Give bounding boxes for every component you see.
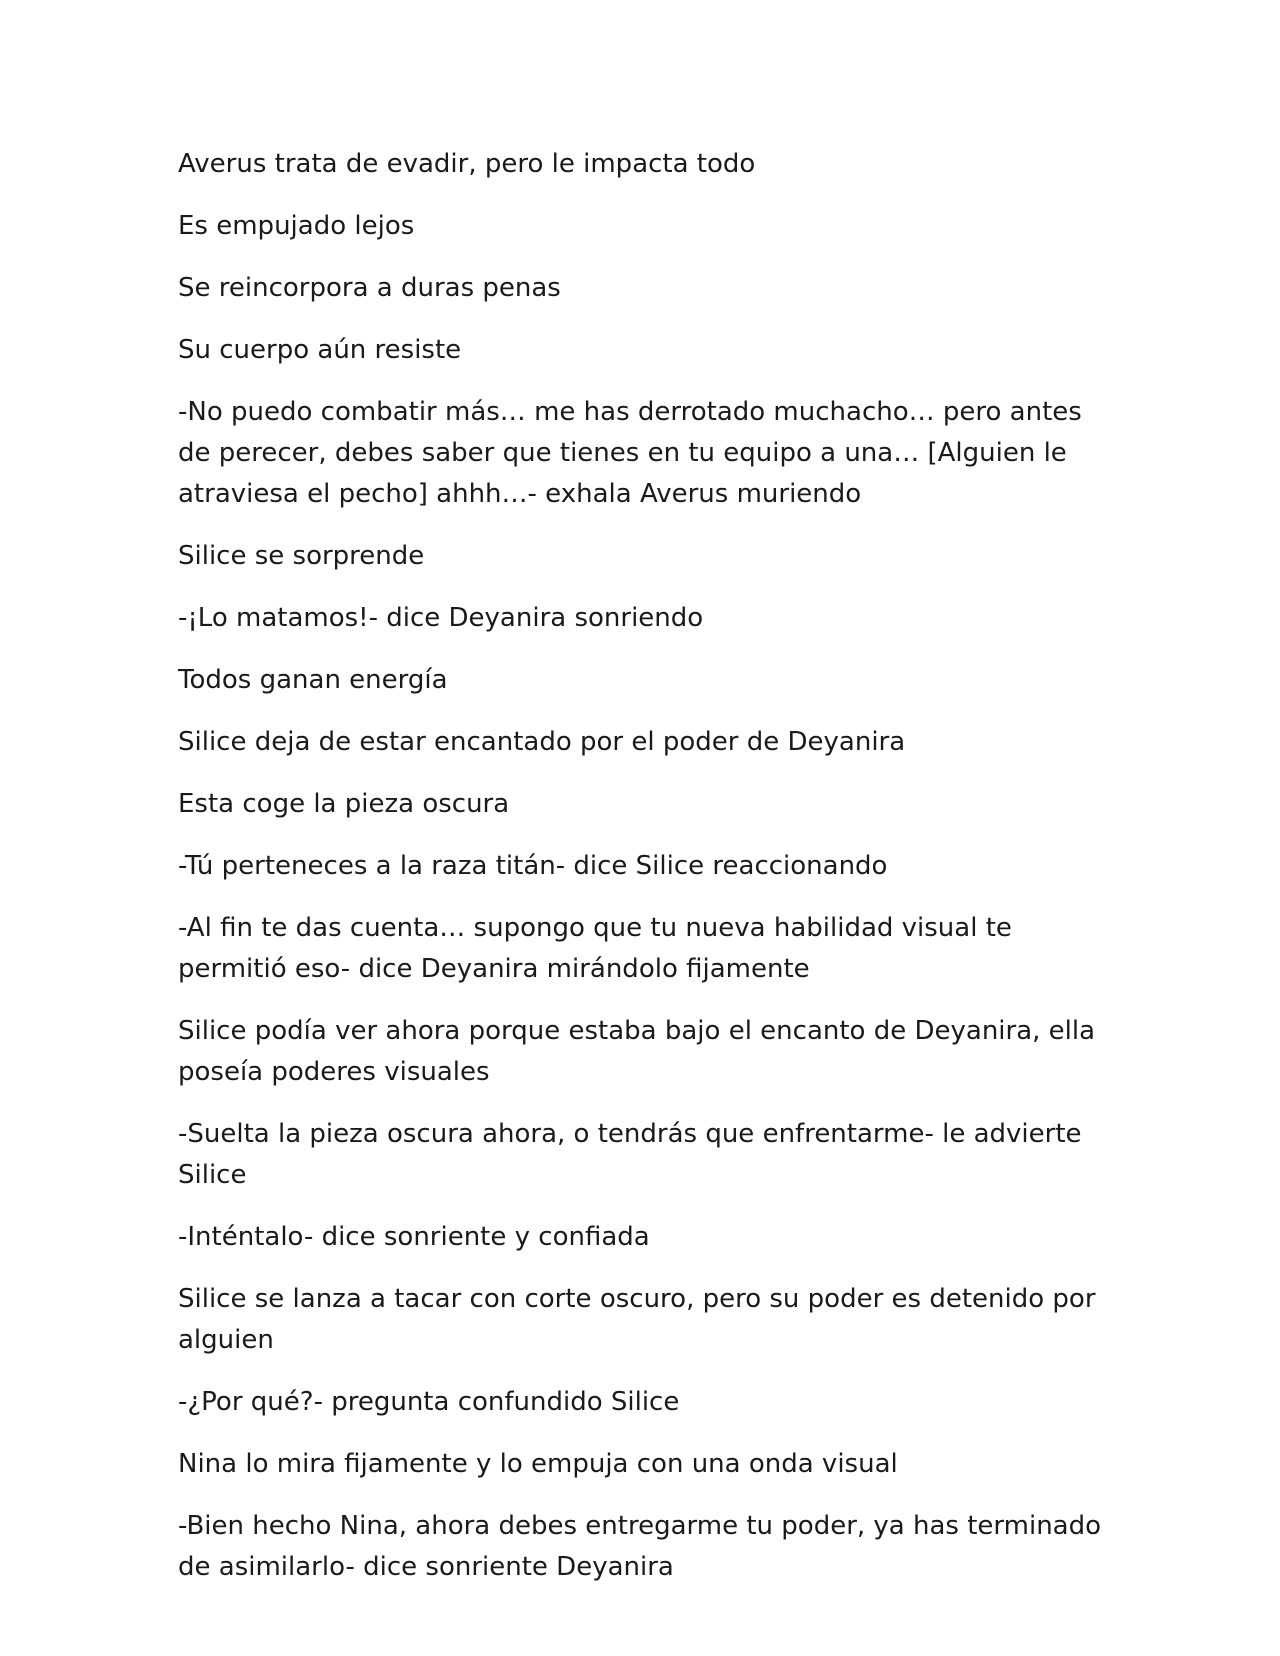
paragraph: -¿Por qué?- pregunta confundido Silice — [178, 1387, 680, 1417]
paragraph: Silice se sorprende — [178, 541, 425, 571]
paragraph: Silice se lanza a tacar con corte oscuro, pero su poder es detenido por alguien — [178, 1284, 1096, 1355]
paragraph: Se reincorpora a duras penas — [178, 273, 561, 303]
paragraph: Esta coge la pieza oscura — [178, 789, 510, 819]
paragraph: -No puedo combatir más… me has derrotado muchacho… pero antes de perecer, debes saber que tienes en tu equipo a una… [Alguien le atraviesa el pecho] ahhh…- exhala Averus muriendo — [178, 397, 1082, 509]
paragraph: -Suelta la pieza oscura ahora, o tendrás que enfrentarme- le advierte Silice — [178, 1119, 1082, 1190]
paragraph: -Tú perteneces a la raza titán- dice Silice reaccionando — [178, 851, 888, 881]
paragraph: -Bien hecho Nina, ahora debes entregarme tu poder, ya has terminado de asimilarlo- dice sonriente Deyanira — [178, 1511, 1102, 1582]
paragraph: Averus trata de evadir, pero le impacta todo — [178, 149, 756, 179]
paragraph: Es empujado lejos — [178, 211, 415, 241]
paragraph: Su cuerpo aún resiste — [178, 335, 462, 365]
document-body — [178, 144, 1118, 1609]
paragraph: -Inténtalo- dice sonriente y confiada — [178, 1222, 650, 1252]
paragraph: -Al fin te das cuenta… supongo que tu nueva habilidad visual te permitió eso- dice Deyanira mirándolo fijamente — [178, 913, 1012, 984]
paragraph: Silice podía ver ahora porque estaba bajo el encanto de Deyanira, ella poseía poderes visuales — [178, 1016, 1096, 1087]
paragraph: Nina lo mira fijamente y lo empuja con una onda visual — [178, 1449, 898, 1479]
paragraph: -¡Lo matamos!- dice Deyanira sonriendo — [178, 603, 704, 633]
paragraph: Silice deja de estar encantado por el poder de Deyanira — [178, 727, 906, 757]
paragraph: Todos ganan energía — [178, 665, 448, 695]
